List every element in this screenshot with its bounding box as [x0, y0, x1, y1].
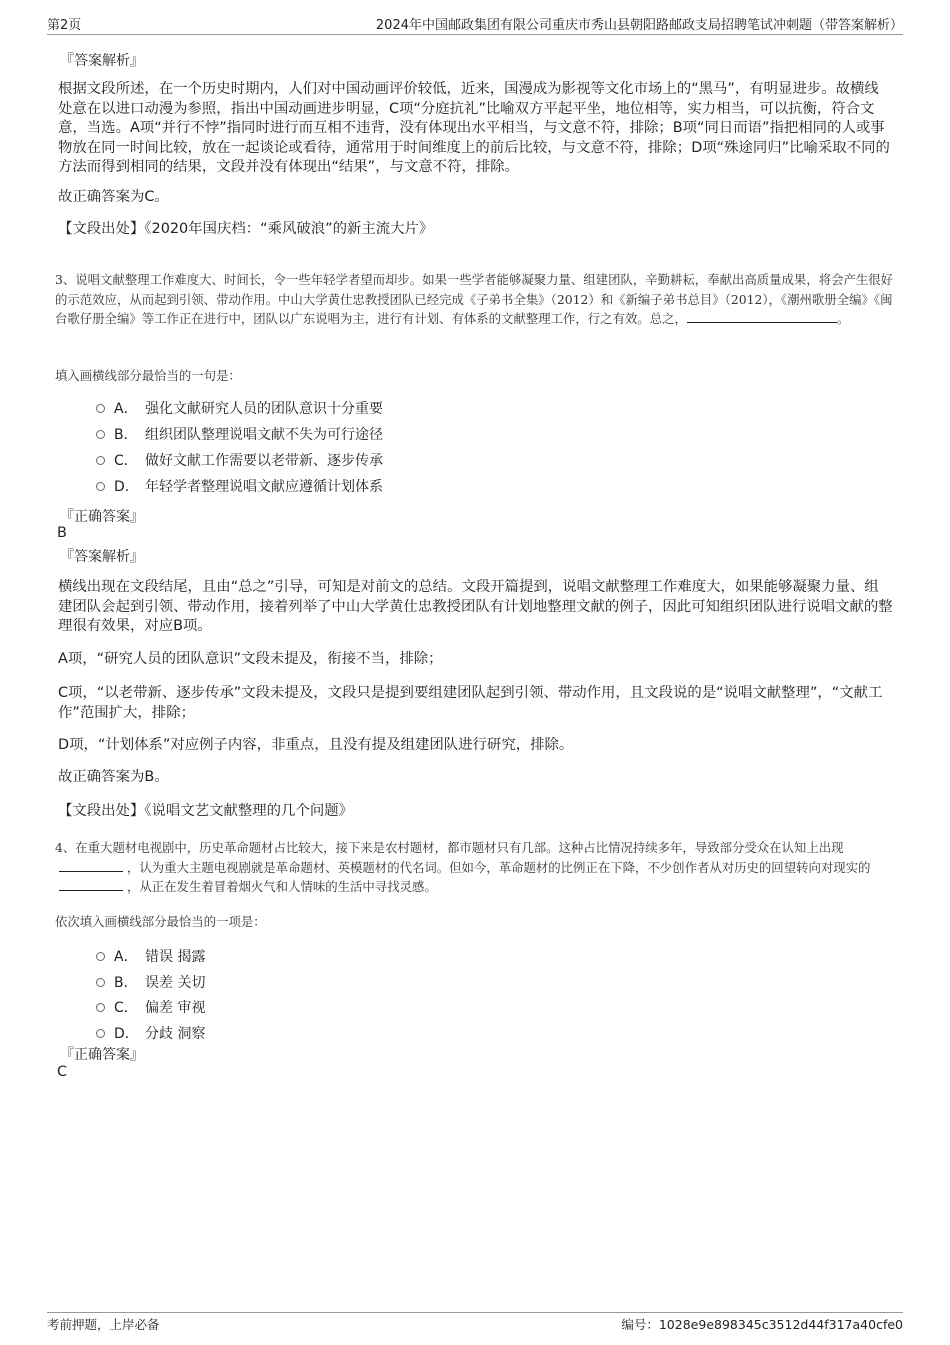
- q2-analysis-label: 『答案解析』: [60, 53, 144, 69]
- q4-option-a[interactable]: A． 错误 揭露: [96, 946, 205, 966]
- footer-code: [621, 1315, 903, 1333]
- q2-analysis-paragraph: 根据文段所述，在一个历史时期内，人们对中国动画评价较低，近来，国漫成为影视等文化市场上的“黑马”，有明显进步。故横线处意在以进口动漫为参照，指出中国动画进步明显，C项“分庭抗礼”比喻双方平起平坐，地位相等，实力相当，可以抗衡，符合文意，当选。A项“并行不悖”指同时进行而互相不违背，没有体现出水平相当，与文意不符，排除；B项“同日而语”指把相同的人或事物放在同一时间比较，放在一起谈论或看待，通常用于时间维度上的前后比较，与文意不符，排除；D项“殊途同归”比喻采取不同的方法而得到相同的结果，文段并没有体现出“结果”，与文意不符，排除。: [58, 81, 890, 176]
- q3-conclusion: 故正确答案为B。: [58, 769, 169, 785]
- radio-icon[interactable]: [96, 482, 105, 491]
- page-header: [47, 14, 903, 35]
- q4-answer: C: [57, 1064, 68, 1080]
- q3-analysis-d: D项，“计划体系”对应例子内容，非重点，且没有提及组建团队进行研究，排除。: [58, 737, 574, 753]
- q3-option-a[interactable]: A． 强化文献研究人员的团队意识十分重要: [96, 398, 383, 418]
- q3-analysis-label: 『答案解析』: [60, 549, 144, 565]
- q3-option-b[interactable]: B． 组织团队整理说唱文献不失为可行途径: [96, 424, 383, 444]
- radio-icon[interactable]: [96, 952, 105, 961]
- q3-source: 【文段出处】《说唱文艺文献整理的几个问题》: [58, 803, 354, 819]
- q2-conclusion: 故正确答案为C。: [58, 189, 169, 205]
- radio-icon[interactable]: [96, 1003, 105, 1012]
- q4-option-c[interactable]: C． 偏差 审视: [96, 997, 205, 1017]
- page-footer: [47, 1312, 903, 1335]
- radio-icon[interactable]: [96, 456, 105, 465]
- q4-ask: 依次填入画横线部分最恰当的一项是：: [55, 914, 266, 929]
- q3-analysis-c: C项，“以老带新、逐步传承”文段未提及，文段只是提到要组建团队起到引领、带动作用，且文段说的是“说唱文献整理”，“文献工作”范围扩大，排除；: [58, 685, 883, 721]
- document-title: 2024年中国邮政集团有限公司重庆市秀山县朝阳路邮政支局招聘笔试冲刺题（带答案解析）: [375, 18, 903, 33]
- q4-answer-label: 『正确答案』: [60, 1047, 144, 1063]
- q3-answer-label: 『正确答案』: [60, 509, 144, 525]
- footer-slogan: 考前押题，上岸必备: [47, 1317, 160, 1332]
- q4-fill-blank-2: [59, 878, 123, 891]
- q3-fill-blank: [687, 310, 837, 323]
- radio-icon[interactable]: [96, 430, 105, 439]
- q3-text-after: 。: [836, 311, 850, 327]
- q3-option-d[interactable]: D． 年轻学者整理说唱文献应遵循计划体系: [96, 476, 383, 496]
- q4-question-text: [55, 838, 895, 897]
- q3-answer: B: [57, 525, 67, 541]
- q3-analysis-a: A项，“研究人员的团队意识”文段未提及，衔接不当，排除；: [58, 651, 443, 667]
- q4-option-d[interactable]: D． 分歧 洞察: [96, 1023, 205, 1043]
- q3-question-text: [55, 270, 895, 329]
- footer-code-value: 1028e9e898345c3512d44f317a40cfe0: [658, 1317, 903, 1332]
- q3-text-before: 3、说唱文献整理工作难度大、时间长，令一些年轻学者望而却步。如果一些学者能够凝聚力量、组建团队，辛勤耕耘，奉献出高质量成果，将会产生很好的示范效应，从而起到引领、带动作用。中山大学黄仕忠教授团队已经完成《子弟书全集》（2012）和《新编子弟书总目》（2012），《潮州歌册全编》《闽台歌仔册全编》等工作正在进行中，团队以广东说唱为主，进行有计划、有体系的文献整理工作，行之有效。总之，: [55, 272, 894, 327]
- q4-option-b[interactable]: B． 误差 关切: [96, 972, 205, 992]
- page-number: 第2页: [47, 18, 82, 33]
- q3-option-c[interactable]: C． 做好文献工作需要以老带新、逐步传承: [96, 450, 383, 470]
- q4-text-part3: ，从正在发生着冒着烟火气和人情味的生活中寻找灵感。: [127, 879, 437, 895]
- q2-source: 【文段出处】《2020年国庆档：“乘风破浪”的新主流大片》: [58, 221, 434, 237]
- radio-icon[interactable]: [96, 978, 105, 987]
- q4-text-part2: ，认为重大主题电视剧就是革命题材、英模题材的代名词。但如今，革命题材的比例正在下降，不少创作者从对历史的回望转向对现实的: [127, 859, 871, 875]
- radio-icon[interactable]: [96, 1029, 105, 1038]
- q4-text-part1: 4、在重大题材电视剧中，历史革命题材占比较大，接下来是农村题材，都市题材只有几部。这种占比情况持续多年，导致部分受众在认知上出现: [55, 840, 844, 855]
- radio-icon[interactable]: [96, 404, 105, 413]
- q3-analysis-paragraph: 横线出现在文段结尾，且由“总之”引导，可知是对前文的总结。文段开篇提到，说唱文献整理工作难度大，如果能够凝聚力量、组建团队会起到引领、带动作用，接着列举了中山大学黄仕忠教授团队有计划地整理文献的例子，因此可知组织团队进行说唱文献的整理很有效果，对应B项。: [58, 579, 893, 635]
- footer-code-label: 编号：: [621, 1317, 659, 1332]
- q3-ask: 填入画横线部分最恰当的一句是：: [55, 368, 241, 383]
- q4-fill-blank-1: [59, 859, 123, 872]
